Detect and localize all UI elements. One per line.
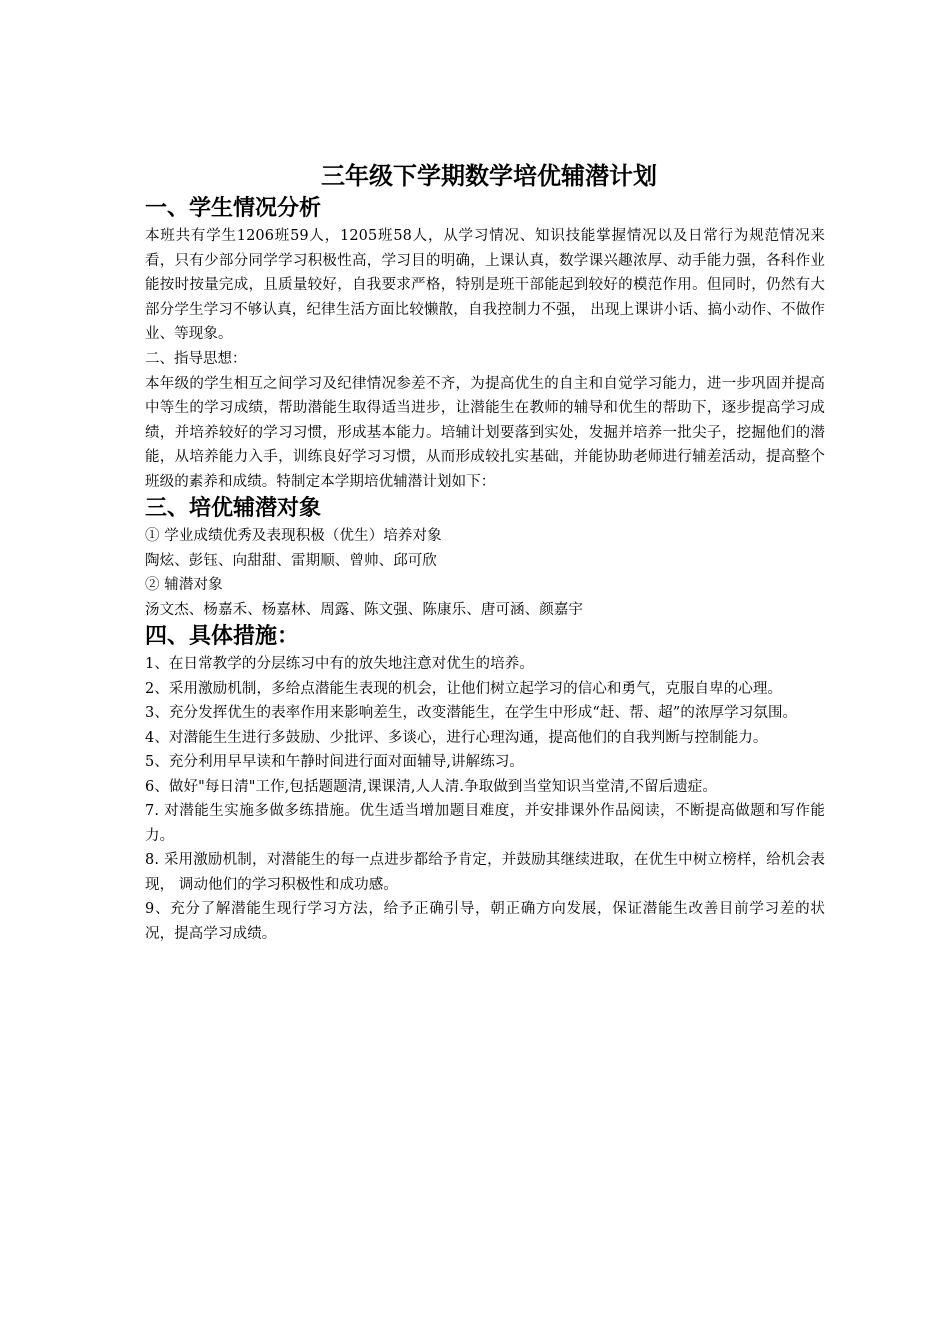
- section-1-heading: 一、学生情况分析: [145, 196, 322, 221]
- measure-item: 2、采用激励机制，多给点潜能生表现的机会，让他们树立起学习的信心和勇气，克服自卑的心理。: [145, 680, 783, 697]
- section-3-item: 汤文杰、杨嘉禾、杨嘉林、周露、陈文强、陈康乐、唐可涵、颜嘉宇: [145, 601, 583, 618]
- section-3-item: 陶炫、彭钰、向甜甜、雷期顺、曾帅、邱可欣: [145, 552, 437, 569]
- measure-item: 8. 采用激励机制，对潜能生的每一点进步都给予肯定，并鼓励其继续进取，在优生中树立榜样，给机会表现， 调动他们的学习积极性和成功感。: [145, 852, 825, 893]
- measure-item: 6、做好"每日清"工作,包括题题清,课课清,人人清.争取做到当堂知识当堂清,不留后遗症。: [145, 778, 718, 795]
- section-1-paragraph: 本班共有学生1206班59人，1205班58人，从学习情况、知识技能掌握情况以及日常行为规范情况来看，只有少部分同学学习积极性高，学习目的明确，上课认真，数学课兴趣浓厚、动手能力强，各科作业能按时按量完成，且质量较好，自我要求严格，特别是班干部能起到较好的模范作用。但同时，仍然有大部分学生学习不够认真，纪律生活方面比较懒散，自我控制力不强， 出现上课讲小话、搞小动作、不做作业、等现象。: [145, 228, 825, 342]
- section-3-heading: 三、培优辅潜对象: [145, 496, 322, 521]
- measure-item: 5、充分利用早早读和午静时间进行面对面辅导,讲解练习。: [145, 754, 525, 770]
- measure-item: 4、对潜能生生进行多鼓励、少批评、多谈心，进行心理沟通，提高他们的自我判断与控制能力。: [145, 729, 768, 746]
- measure-item: 9、充分了解潜能生现行学习方法，给予正确引导，朝正确方向发展，保证潜能生改善目前学习差的状况，提高学习成绩。: [145, 901, 825, 942]
- section-4-heading: 四、具体措施：: [145, 624, 300, 649]
- measure-item: 3、充分发挥优生的表率作用来影响差生，改变潜能生，在学生中形成“赶、帮、超”的浓厚学习氛围。: [145, 705, 798, 721]
- section-2-paragraph: 本年级的学生相互之间学习及纪律情况参差不齐，为提高优生的自主和自觉学习能力，进一步巩固并提高中等生的学习成绩，帮助潜能生取得适当进步，让潜能生在教师的辅导和优生的帮助下，逐步提高学习成绩，并培养较好的学习习惯，形成基本能力。培辅计划要落到实处，发掘并培养一批尖子，挖掘他们的潜能，从培养能力入手，训练良好学习习惯，从而形成较扎实基础，并能协助老师进行辅差活动，提高整个班级的素养和成绩。特制定本学期培优辅潜计划如下：: [145, 375, 825, 490]
- document-body: [145, 160, 825, 946]
- measure-item: 7. 对潜能生实施多做多练措施。优生适当增加题目难度，并安排课外作品阅读，不断提高做题和写作能力。: [145, 803, 825, 844]
- section-3-item: ② 辅潜对象: [145, 577, 223, 593]
- section-2-heading: 二、指导思想：: [145, 350, 247, 367]
- document-title: 三年级下学期数学培优辅潜计划: [321, 162, 657, 190]
- measure-item: 1、在日常教学的分层练习中有的放失地注意对优生的培养。: [145, 656, 534, 672]
- section-3-item: ① 学业成绩优秀及表现积极（优生）培养对象: [145, 528, 442, 544]
